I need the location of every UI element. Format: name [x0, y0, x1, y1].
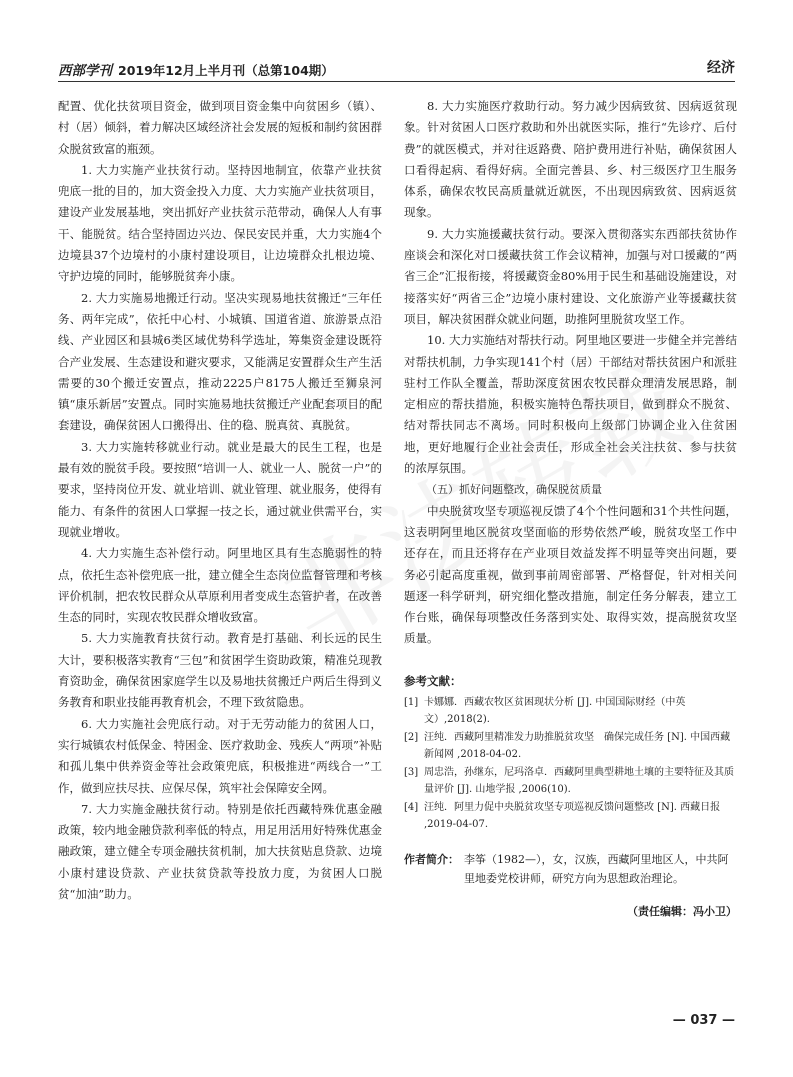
issue-info: 2019年12月上半月刊（总第104期）: [118, 63, 334, 78]
references-section: [404, 672, 737, 834]
section-subheading: （五）抓好问题整改，确保脱贫质量: [426, 483, 602, 497]
left-column: [58, 96, 382, 905]
journal-masthead: [58, 59, 334, 79]
body-paragraph: 3. 大力实施转移就业行动。就业是最大的民生工程，也是最有效的脱贫手段。要按照“培训一人、就业一人、脱贫一户”的要求，坚持岗位开发、就业培训、就业管理、就业服务，使得有能力、有条件的贫困人口掌握一技之长，通过就业供需平台，实现就业增收。: [58, 439, 382, 539]
reference-item: [404, 694, 737, 729]
reference-text: 周忠浩，孙继东，尼玛洛卓．西藏阿里典型耕地土壤的主要特征及其质量评价 [J]. 山地学报 ,2006(10).: [424, 766, 734, 796]
right-column: [404, 96, 737, 919]
author-bio: [404, 850, 737, 889]
body-paragraph: 2. 大力实施易地搬迁行动。坚决实现易地扶贫搬迁“三年任务、两年完成”，依托中心村、小城镇、国道省道、旅游景点沿线、产业园区和县城6类区域优势科学选址，筹集资金建设既符合产业发展、生态建设和避灾要求，又能满足安置群众生产生活需要的30个搬迁安置点，推动2225户8175人搬迁至狮泉河镇“康乐新居”安置点。同时实施易地扶贫搬迁产业配套项目的配套建设，确保贫困人口搬得出、住的稳、脱真贫、真脱贫。: [58, 290, 382, 433]
page-header: [58, 55, 735, 82]
body-paragraph: 8. 大力实施医疗救助行动。努力减少因病致贫、因病返贫现象。针对贫困人口医疗救助和外出就医实际，推行“先诊疗、后付费”的就医模式，并对往返路费、陪护费用进行补贴，确保贫困人口看得起病、看得好病。全面完善县、乡、村三级医疗卫生服务体系，确保农牧民高质量就近就医，不出现因病致贫、因病返贫现象。: [404, 99, 737, 220]
journal-logo: 西部学刊: [58, 63, 112, 79]
reference-number: [3]: [404, 766, 419, 778]
reference-text: 汪纯．阿里力促中央脱贫攻坚专项巡视反馈问题整改 [N]. 西藏日报 ,2019-04-07.: [424, 801, 721, 831]
section-label: 经济: [707, 60, 735, 76]
reference-number: [4]: [404, 801, 419, 813]
reference-item: [404, 764, 737, 799]
author-bio-label: 作者简介：: [404, 852, 459, 866]
author-bio-text: 李筝（1982—），女，汉族，西藏阿里地区人，中共阿里地委党校讲师，研究方向为思想政治理论。: [464, 852, 729, 886]
page-number: — 037 —: [672, 1013, 735, 1028]
body-paragraph: 6. 大力实施社会兜底行动。对于无劳动能力的贫困人口，实行城镇农村低保金、特困金、医疗救助金、残疾人“两项”补贴和孤儿集中供养资金等社会政策兜底，积极推进“两线合一”工作，做到应扶尽扶、应保尽保，筑牢社会保障安全网。: [58, 716, 382, 795]
references-title: 参考文献：: [404, 673, 462, 688]
reference-text: 卡娜娜．西藏农牧区贫困现状分析 [J]. 中国国际财经（中英文）,2018(2).: [424, 696, 686, 726]
body-paragraph: 4. 大力实施生态补偿行动。阿里地区具有生态脆弱性的特点，依托生态补偿兜底一批，建立健全生态岗位监督管理和考核评价机制，把农牧民群众从草原利用者变成生态管护者，在改善生态的同时，实现农牧民群众增收致富。: [58, 546, 382, 625]
reference-text: 汪纯．西藏阿里精准发力助推脱贫攻坚 确保完成任务 [N]. 中国西藏新闻网 ,2018-04-02.: [424, 731, 731, 761]
body-paragraph: 中央脱贫攻坚专项巡视反馈了4个个性问题和31个共性问题，这表明阿里地区脱贫攻坚面临的形势依然严峻，脱贫攻坚工作中还存在，而且还将存在产业项目效益发挥不明显等突出问题，要务必引起高度重视，做到事前周密部署、严格督促，针对相关问题逐一科学研判，研究细化整改措施，制定任务分解表，建立工作台账，确保每项整改任务落到实处、取得实效，提高脱贫攻坚质量。: [404, 503, 737, 646]
reference-item: [404, 799, 737, 834]
body-paragraph: 10. 大力实施结对帮扶行动。阿里地区要进一步健全并完善结对帮扶机制，力争实现141个村（居）干部结对帮扶贫困户和派驻驻村工作队全覆盖，帮助深度贫困农牧民群众理清发展思路，制定相应的帮扶措施，积极实施特色帮扶项目，做到群众不脱贫、结对帮扶同志不离场。同时积极向上级部门协调企业入住贫困地，更好地履行企业社会责任，形成全社会关注扶贫、参与扶贫的浓厚氛围。: [404, 333, 737, 476]
body-paragraph: 配置、优化扶贫项目资金，做到项目资金集中向贫困乡（镇）、村（居）倾斜，着力解决区域经济社会发展的短板和制约贫困群众脱贫致富的瓶颈。: [58, 99, 382, 156]
body-paragraph: 1. 大力实施产业扶贫行动。坚持因地制宜，依靠产业扶贫兜底一批的目的，加大资金投入力度、大力实施产业扶贫项目，建设产业发展基地，突出抓好产业扶贫示范带动，确保人人有事干、能脱贫。结合坚持固边兴边、保民安民并重，大力实施4个边境县37个边境村的小康村建设项目，让边境群众扎根边境、守护边境的同时，能够脱贫奔小康。: [58, 162, 382, 284]
reference-number: [1]: [404, 696, 419, 708]
reference-item: [404, 729, 737, 764]
body-paragraph: 7. 大力实施金融扶贫行动。特别是依托西藏特殊优惠金融政策，较内地金融贷款利率低的特点，用足用活用好特殊优惠金融政策，建立健全专项金融扶贫机制，加大扶贫贴息贷款、边境小康村建设贷款、产业扶贫贷款等投放力度，为贫困人口脱贫“加油”助力。: [58, 801, 382, 901]
body-paragraph: 5. 大力实施教育扶贫行动。教育是打基础、利长远的民生大计，要积极落实教育“三包”和贫困学生资助政策，精准兑现教育资助金，确保贫困家庭学生以及易地扶贫搬迁户两后生得到义务教育和职业技能再教育机会，不理下致贫隐患。: [58, 631, 382, 710]
responsible-editor: （责任编辑：冯小卫）: [627, 904, 737, 918]
reference-number: [2]: [404, 731, 419, 743]
body-paragraph: 9. 大力实施援藏扶贫行动。要深入贯彻落实东西部扶贫协作座谈会和深化对口援藏扶贫工作会议精神，加强与对口援藏的“两省三企”汇报衔接，将援藏资金80%用于民生和基础设施建设，对接落实好“两省三企”边境小康村建设、文化旅游产业等援藏扶贫项目，解决贫困群众就业问题，助推阿里脱贫攻坚工作。: [404, 226, 737, 326]
